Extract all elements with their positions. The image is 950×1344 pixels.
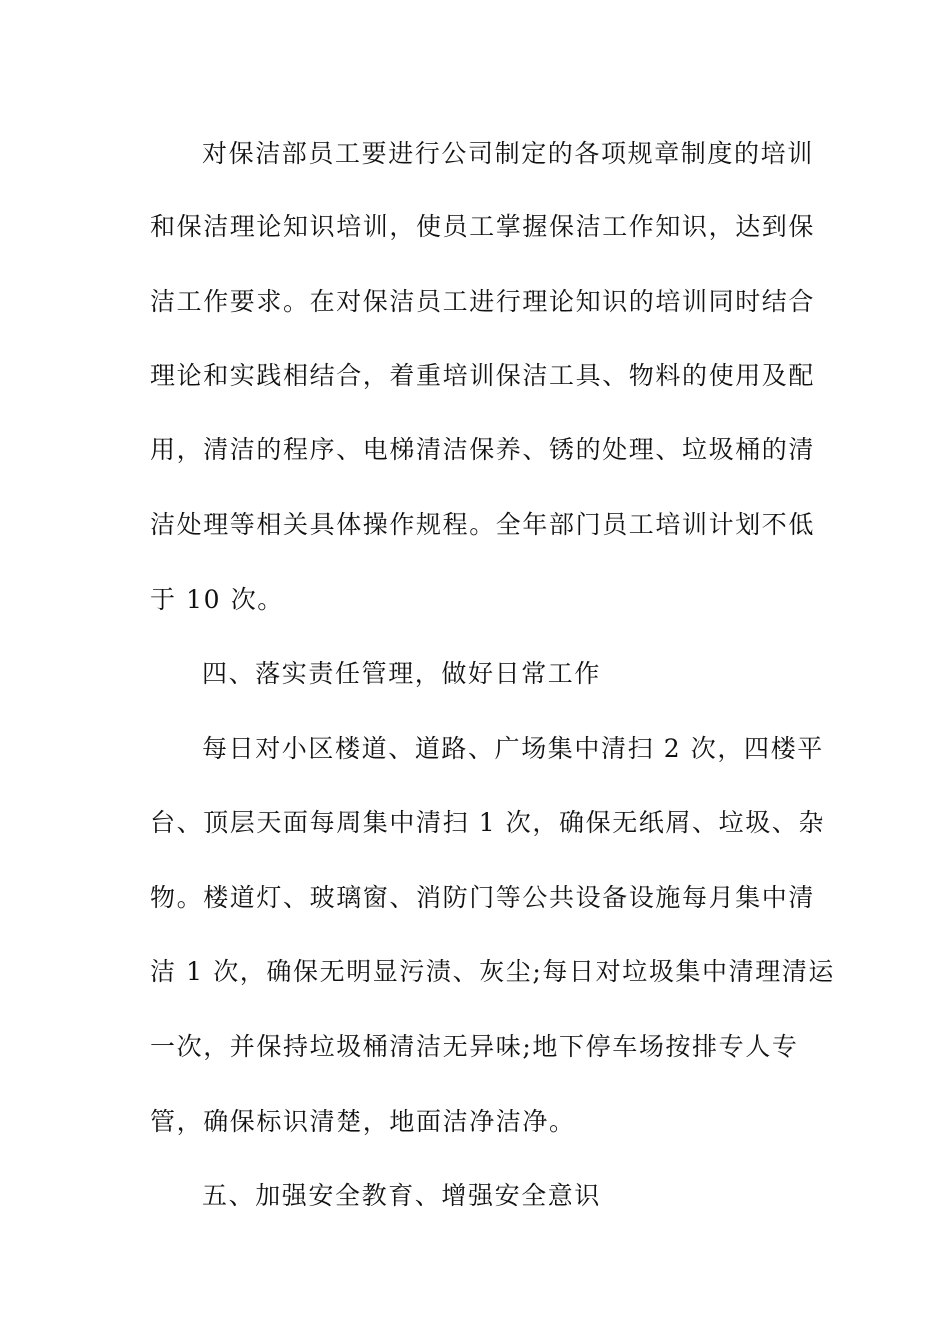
paragraph-daily-line-3: 物。楼道灯、玻璃窗、消防门等公共设备设施每月集中清	[150, 883, 816, 912]
section-heading-five: 五、加强安全教育、增强安全意识	[202, 1181, 602, 1210]
paragraph-training-line-4: 理论和实践相结合，着重培训保洁工具、物料的使用及配	[150, 361, 816, 390]
paragraph-daily-line-5: 一次，并保持垃圾桶清洁无异味;地下停车场按排专人专	[150, 1032, 799, 1061]
paragraph-training-line-6: 洁处理等相关具体操作规程。全年部门员工培训计划不低	[150, 510, 816, 539]
section-heading-four: 四、落实责任管理，做好日常工作	[202, 659, 602, 688]
paragraph-daily-line-2: 台、顶层天面每周集中清扫 1 次，确保无纸屑、垃圾、杂	[150, 808, 826, 837]
paragraph-daily-line-1: 每日对小区楼道、道路、广场集中清扫 2 次，四楼平	[202, 734, 824, 763]
paragraph-training-line-1: 对保洁部员工要进行公司制定的各项规章制度的培训	[202, 139, 814, 168]
paragraph-training-line-3: 洁工作要求。在对保洁员工进行理论知识的培训同时结合	[150, 287, 816, 316]
paragraph-training-line-2: 和保洁理论知识培训，使员工掌握保洁工作知识，达到保	[150, 212, 816, 241]
paragraph-training-line-5: 用，清洁的程序、电梯清洁保养、锈的处理、垃圾桶的清	[150, 435, 816, 464]
paragraph-daily-line-6: 管，确保标识清楚，地面洁净洁净。	[150, 1107, 576, 1136]
paragraph-training-line-7: 于 10 次。	[150, 585, 284, 614]
paragraph-daily-line-4: 洁 1 次，确保无明显污渍、灰尘;每日对垃圾集中清理清运	[150, 957, 836, 986]
